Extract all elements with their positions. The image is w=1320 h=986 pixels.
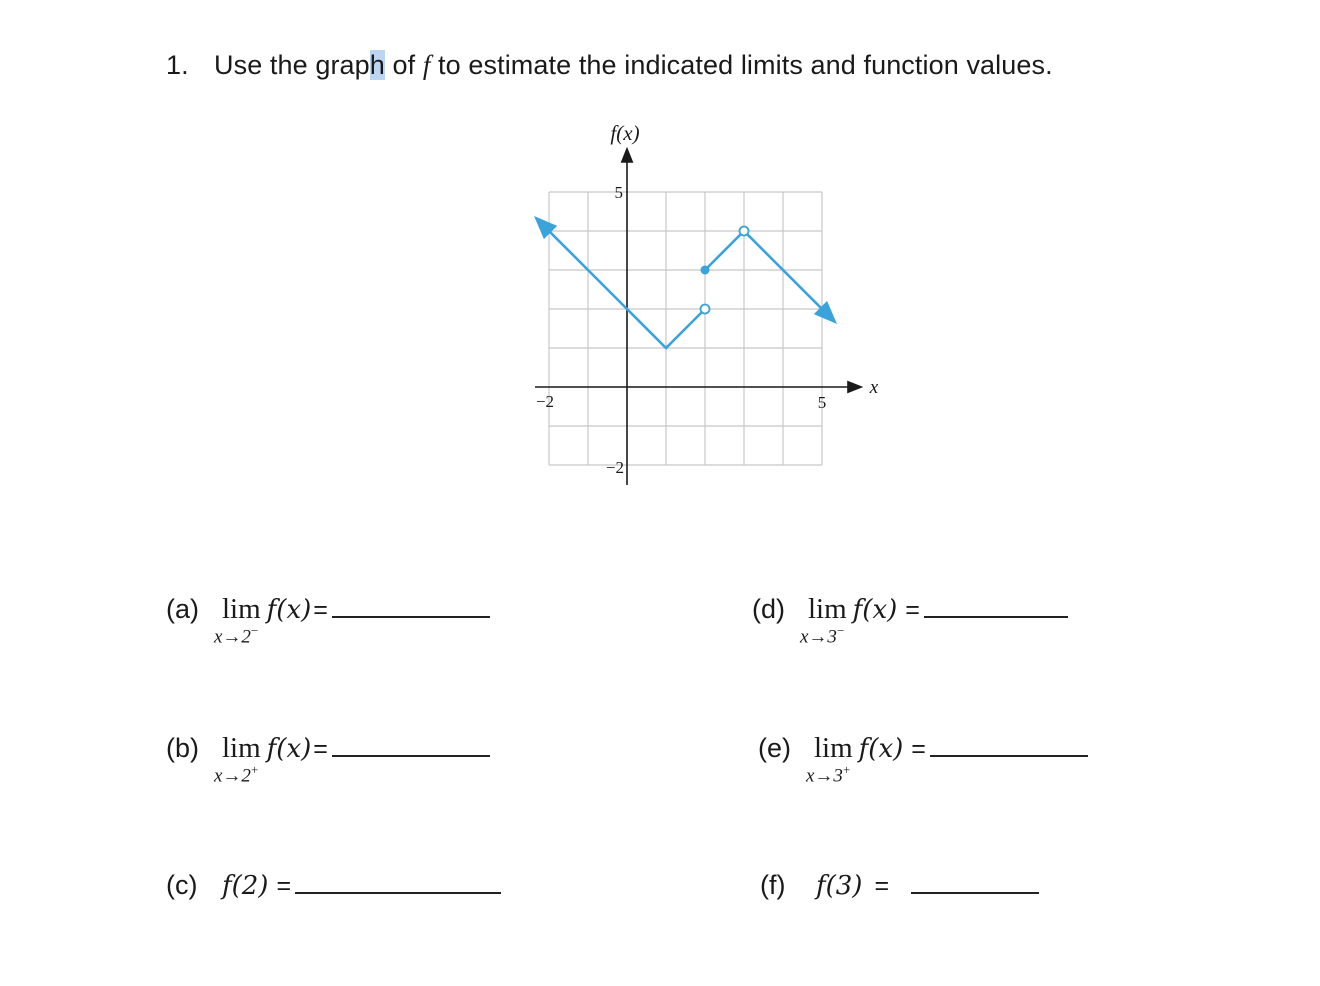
item-c: (c) f(2) = [166, 868, 501, 901]
item-f-label: (f) [760, 870, 786, 900]
function-curves [537, 219, 833, 348]
question-text-before: Use the grap [214, 50, 370, 80]
item-e-limit: lim x→3+ [806, 732, 853, 787]
question-text-after: to estimate the indicated limits and function values. [430, 50, 1053, 80]
item-e: (e) lim x→3+ f(x) = [758, 731, 1088, 765]
tick-label-y-5: 5 [614, 183, 623, 202]
tick-label-x-neg2: −2 [535, 392, 555, 411]
item-b-label: (b) [166, 733, 199, 763]
function-graph [520, 112, 900, 497]
item-a-limit: lim x→2− [214, 593, 261, 648]
y-axis-label: f(x) [610, 121, 640, 145]
question-text-mid: of [384, 50, 423, 80]
tick-label-y-neg2: −2 [605, 458, 624, 477]
item-d-limit: lim x→3− [800, 593, 847, 648]
item-c-fx: f(2) [222, 871, 269, 901]
item-b-answer-blank[interactable] [332, 731, 490, 757]
item-c-label: (c) [166, 870, 198, 900]
item-d: (d) lim x→3− f(x) = [752, 592, 1068, 626]
curve-segment-1 [537, 219, 705, 348]
item-a-label: (a) [166, 594, 199, 624]
item-b-limit: lim x→2+ [214, 732, 261, 787]
tick-label-x-5: 5 [817, 393, 827, 412]
item-d-fx: f(x) [852, 595, 898, 625]
item-e-fx: f(x) [858, 734, 904, 764]
item-a-answer-blank[interactable] [332, 592, 490, 618]
item-a-fx: f(x) [266, 595, 312, 625]
x-axis-label: x [869, 377, 879, 398]
item-c-answer-blank[interactable] [295, 868, 501, 894]
item-f-fx: f(3) [816, 871, 863, 901]
item-d-label: (d) [752, 594, 785, 624]
function-symbol: f [422, 50, 431, 80]
item-f-answer-blank[interactable] [911, 868, 1039, 894]
question-number: 1. [166, 50, 189, 80]
highlighted-char: h [369, 50, 385, 80]
item-d-answer-blank[interactable] [924, 592, 1068, 618]
item-a: (a) lim x→2− f(x)= [166, 592, 490, 626]
item-e-label: (e) [758, 733, 791, 763]
open-point [740, 227, 749, 236]
curve-segment-2 [705, 231, 834, 321]
open-point [701, 305, 710, 314]
item-f: (f) f(3) = [760, 868, 1039, 901]
item-b-fx: f(x) [266, 734, 312, 764]
item-e-answer-blank[interactable] [930, 731, 1088, 757]
item-b: (b) lim x→2+ f(x)= [166, 731, 490, 765]
question-text [166, 50, 1053, 81]
closed-point [701, 266, 710, 275]
